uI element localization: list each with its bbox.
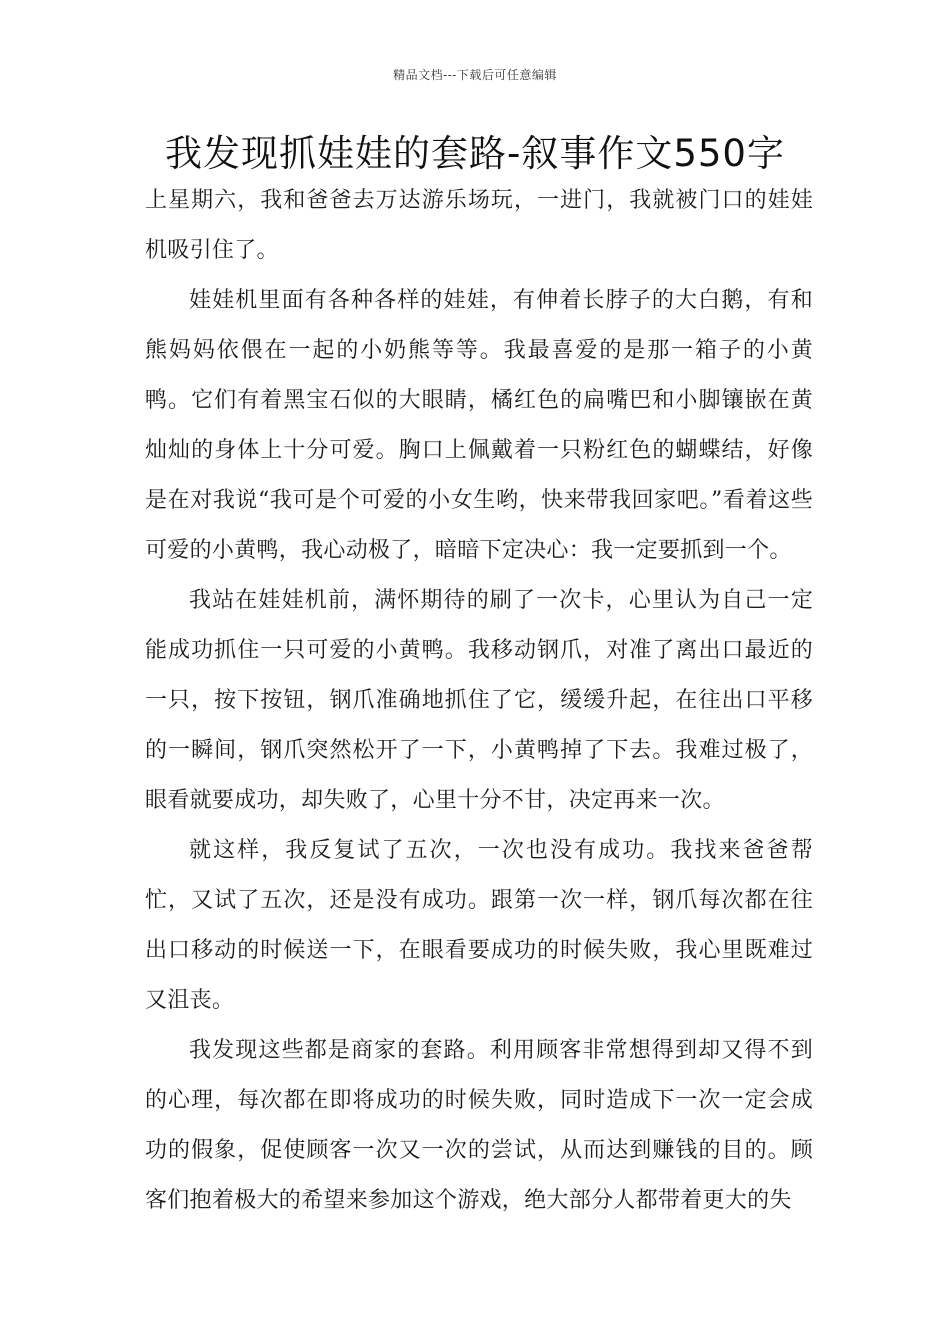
- paragraph-4: 就这样，我反复试了五次，一次也没有成功。我找来爸爸帮忙，又试了五次，还是没有成功。跟第一次一样，钢爪每次都在往出口移动的时候送一下，在眼看要成功的时候失败，我心里既难过又沮丧。: [145, 838, 813, 1013]
- paragraph-5: 我发现这些都是商家的套路。利用顾客非常想得到却又得不到的心理，每次都在即将成功的时候失败，同时造成下一次一定会成功的假象，促使顾客一次又一次的尝试，从而达到赚钱的目的。顾客们抱着极大的希望来参加这个游戏，绝大部分人都带着更大的失: [145, 1038, 813, 1213]
- paragraph-2: 娃娃机里面有各种各样的娃娃，有伸着长脖子的大白鹅，有和熊妈妈依偎在一起的小奶熊等等。我最喜爱的是那一箱子的小黄鸭。它们有着黑宝石似的大眼睛，橘红色的扁嘴巴和小脚镶嵌在黄灿灿的身体上十分可爱。胸口上佩戴着一只粉红色的蝴蝶结，好像是在对我说“我可是个可爱的小女生哟，快来带我回家吧。”看着这些可爱的小黄鸭，我心动极了，暗暗下定决心：我一定要抓到一个。: [145, 288, 813, 563]
- page-header: 精品文档---下载后可任意编辑: [393, 68, 557, 82]
- paragraph-3: 我站在娃娃机前，满怀期待的刷了一次卡，心里认为自己一定能成功抓住一只可爱的小黄鸭。我移动钢爪，对准了离出口最近的一只，按下按钮，钢爪准确地抓住了它，缓缓升起，在往出口平移的一瞬间，钢爪突然松开了一下，小黄鸭掉了下去。我难过极了，眼看就要成功，却失败了，心里十分不甘，决定再来一次。: [145, 588, 813, 813]
- document-body: [145, 176, 813, 1226]
- document-title: 我发现抓娃娃的套路-叙事作文550字: [165, 132, 785, 175]
- paragraph-1: 上星期六，我和爸爸去万达游乐场玩，一进门，我就被门口的娃娃机吸引住了。: [145, 188, 813, 263]
